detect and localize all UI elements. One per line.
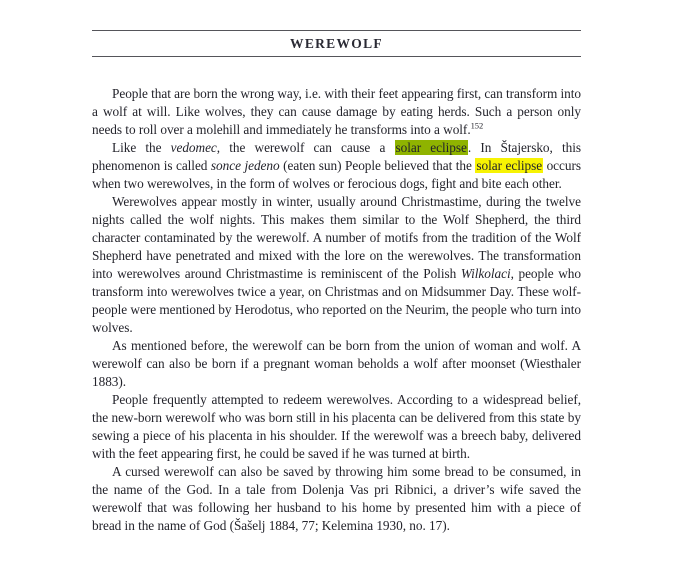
paragraph — [92, 193, 581, 337]
text-segment: . In Štajersko, this phenomenon is called — [92, 140, 581, 173]
italic-term: sonce jedeno — [210, 158, 280, 173]
page-header — [92, 30, 581, 57]
paragraph — [92, 463, 581, 535]
text-segment: , people who transform into werewolves twice a year, on Christmas and on Midsummer Day. These wolf-people were mentioned by Herodotus, who reported on the Neurim, the people who turn into wolves. — [92, 266, 581, 335]
paragraph — [92, 85, 581, 139]
paragraph — [92, 391, 581, 463]
text-segment: As mentioned before, the werewolf can be born from the union of woman and wolf. A werewolf can also be born if a pregnant woman beholds a wolf after moonset (Wiesthaler 1883). — [92, 338, 581, 389]
page-title: WEREWOLF — [290, 35, 383, 51]
document-page — [92, 0, 581, 564]
italic-term: vedomec — [170, 140, 217, 155]
text-segment: occurs when two werewolves, in the form of wolves or ferocious dogs, fight and bite each other. — [92, 158, 581, 191]
italic-term: Wilkolaci — [460, 266, 511, 281]
highlight-green: solar eclipse — [395, 140, 467, 155]
paragraph — [92, 337, 581, 391]
text-segment: (eaten sun) People believed that the — [279, 158, 476, 173]
highlight-yellow: solar eclipse — [476, 158, 543, 173]
footnote-reference: 152 — [470, 120, 484, 131]
paragraph — [92, 139, 581, 193]
text-segment: Werewolves appear mostly in winter, usually around Christmastime, during the twelve nights called the wolf nights. This makes them similar to the Wolf Shepherd, the third character contaminated by the werewolf. A number of motifs from the tradition of the Wolf Shepherd have penetrated and mixed with the lore on the werewolves. The transformation into werewolves around Christmastime is reminiscent of the Polish — [92, 194, 581, 281]
text-segment: Like the — [112, 140, 171, 155]
article — [92, 85, 581, 535]
text-segment: People that are born the wrong way, i.e. with their feet appearing first, can transform into a wolf at will. Like wolves, they can cause damage by eating herds. Such a person only needs to roll over a molehill and immediately he transforms into a wolf. — [92, 86, 581, 137]
text-segment: , the werewolf can cause a — [216, 140, 395, 155]
text-segment: A cursed werewolf can also be saved by throwing him some bread to be consumed, in the name of the God. In a tale from Dolenja Vas pri Ribnici, a driver’s wife saved the werewolf that was following her husband to his home by presented him with a piece of bread in the name of God (Šašelj 1884, 77; Kelemina 1930, no. 17). — [92, 464, 581, 533]
text-segment: People frequently attempted to redeem werewolves. According to a widespread belief, the new-born werewolf who was born still in his placenta can be delivered from this state by sewing a piece of his placenta in his shoulder. If the werewolf was a breech baby, delivered with the feet appearing first, he could be saved if he was turned at birth. — [92, 392, 581, 461]
